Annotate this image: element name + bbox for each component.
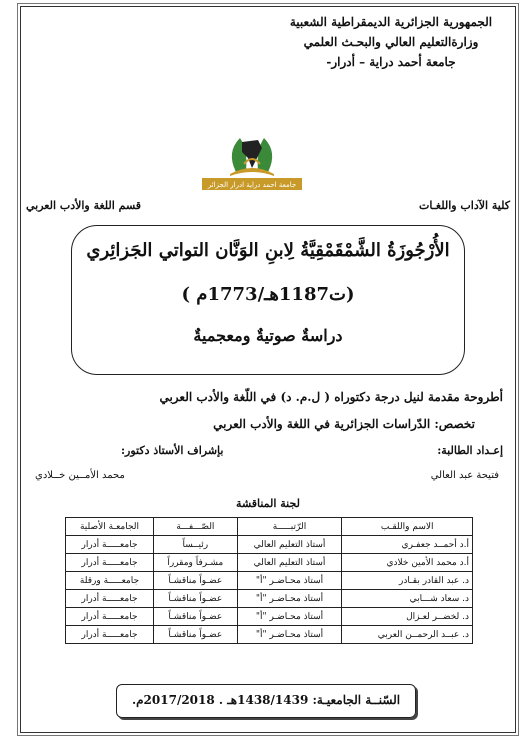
thesis-title: الأُرْجُوزَةُ الشَّمْقَمْقِيَّةُ لِابنِ الوَنَّان التواتي الجَزائِري (86, 240, 450, 261)
header-university: الجامعـة الأصلية (66, 518, 154, 536)
jury-header-row (66, 518, 473, 536)
table-row (66, 590, 473, 608)
degree-statement: أطروحة مقدمة لنيل درجة دكتوراه ( ل.م. د) في اللّغة والأدب العربي (159, 390, 503, 404)
university-header: جامعة أحمد دراية – أدرار- (326, 55, 456, 69)
thesis-subtitle: دراسةٌ صوتيةٌ ومعجميةٌ (193, 326, 343, 345)
header-rank: الرّتبـــــة (237, 518, 342, 536)
academic-year-box (116, 684, 416, 718)
supervisor-label: بإشراف الأستاذ دكتور: (121, 444, 224, 457)
jury-title: لجنة المناقشة (236, 497, 300, 510)
thesis-title-box (71, 225, 465, 375)
member-university: جامعـــــة أدرار (66, 626, 154, 644)
thesis-title-date: (ت1187هـ/1773م ) (181, 284, 355, 305)
republic-header: الجمهورية الجزائرية الديمقراطية الشعبية (289, 15, 493, 29)
member-university: جامعـــــة أدرار (66, 554, 154, 572)
member-name: أ.د أحمــد جعفـري (342, 536, 473, 554)
member-role: رئيــساً (154, 536, 238, 554)
member-role: عضـواً مناقشـاً (154, 608, 238, 626)
member-rank: أستاذ محـاضـر "أ" (237, 608, 342, 626)
academic-year: السّنــة الجامعيـة: 1438/1439هـ . 2017/2018م. (131, 693, 401, 707)
jury-table (65, 517, 473, 644)
ministry-header: وزارةالتعليم العالي والبحـث العلمي (303, 35, 479, 49)
member-name: د. سعاد شـــابي (342, 590, 473, 608)
member-role: عضـواً مناقشـاً (154, 572, 238, 590)
member-rank: أستاذ التعليم العالي (237, 536, 342, 554)
university-logo (196, 132, 308, 192)
member-name: أ.د محمد الأمين خلادي (342, 554, 473, 572)
table-row (66, 536, 473, 554)
supervisor-name: محمد الأمــين خــلادي (35, 470, 125, 481)
thesis-cover-page (20, 6, 516, 733)
member-role: عضـواً مناقشـاً (154, 590, 238, 608)
member-university: جامعـــــة ورقلة (66, 572, 154, 590)
member-rank: أستاذ محـاضـر "أ" (237, 626, 342, 644)
member-rank: أستاذ محـاضـر "أ" (237, 590, 342, 608)
student-name: فتيحة عبد العالي (430, 470, 499, 481)
member-university: جامعـــــة أدرار (66, 590, 154, 608)
member-name: د. عبــد الرحمــن العربي (342, 626, 473, 644)
table-row (66, 572, 473, 590)
student-label: إعـداد الطالبة: (437, 444, 503, 457)
member-name: د. عبد القادر بقـادر (342, 572, 473, 590)
header-name: الاسم واللقـب (342, 518, 473, 536)
department-label: قسم اللغة والأدب العربي (26, 199, 142, 212)
logo-caption: جامعة احمد دراية ادرار الجزائر (207, 181, 297, 189)
table-row (66, 626, 473, 644)
member-rank: أستاذ التعليم العالي (237, 554, 342, 572)
table-row (66, 554, 473, 572)
table-row (66, 608, 473, 626)
member-role: مشـرفاً ومقرراً (154, 554, 238, 572)
specialty-statement: تخصص: الدّراسات الجزائرية في اللغة والأدب العربي (213, 417, 475, 431)
member-role: عضـواً مناقشـاً (154, 626, 238, 644)
faculty-label: كلية الآداب واللغـات (419, 199, 510, 212)
member-rank: أستاذ محـاضـر "أ" (237, 572, 342, 590)
member-name: د. لخضــر لعـزال (342, 608, 473, 626)
member-university: جامعـــــة أدرار (66, 536, 154, 554)
header-role: الصّـــفـــة (154, 518, 238, 536)
member-university: جامعـــــة أدرار (66, 608, 154, 626)
